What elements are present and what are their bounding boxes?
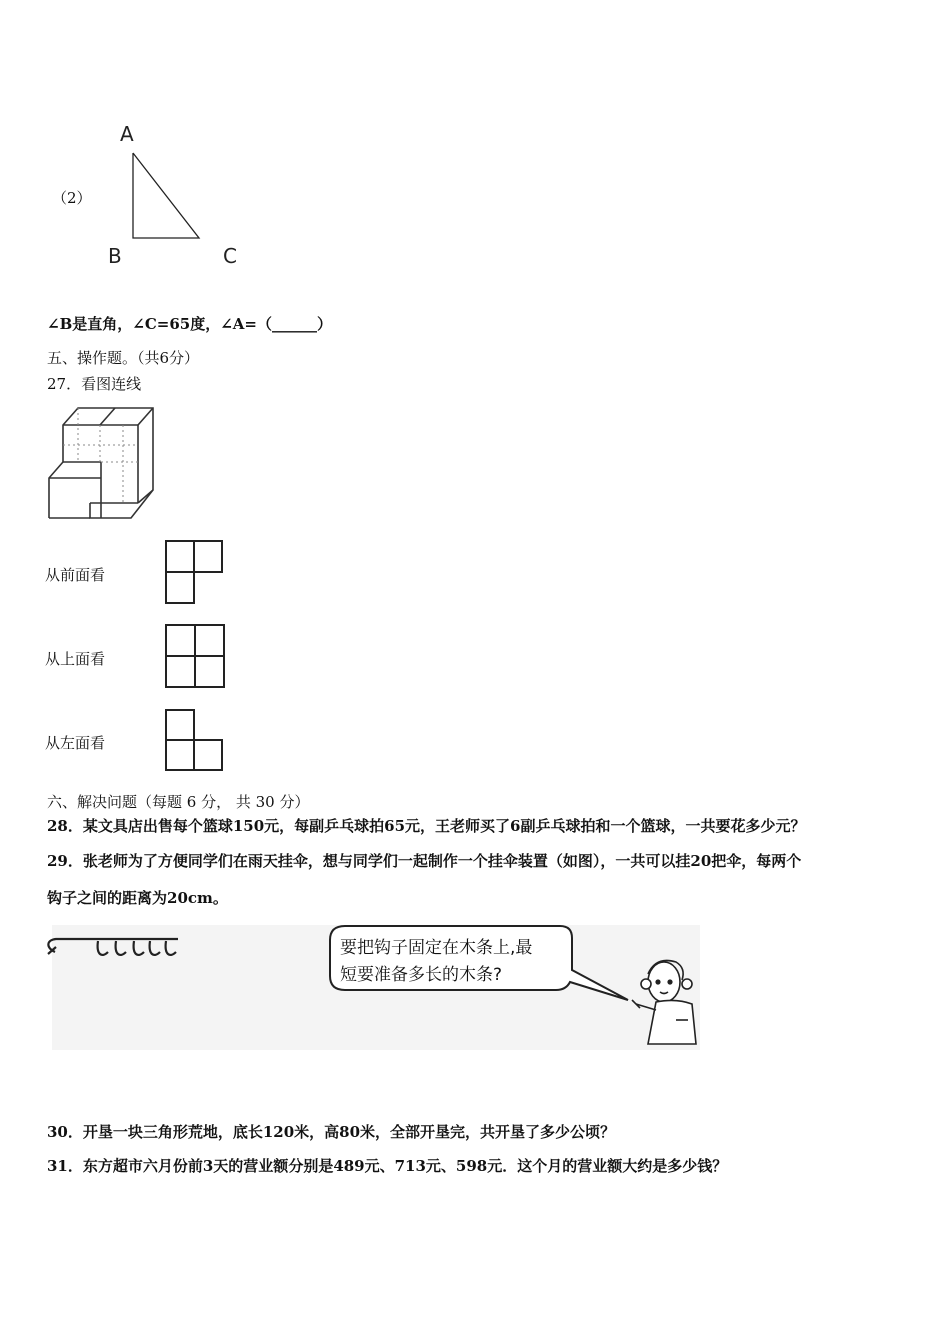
q31-text: 31．东方超市六月份前3天的营业额分别是489元、713元、598元．这个月的营业额大约是多少钱？	[47, 1157, 728, 1175]
q26-part2-question: ∠B是直角，∠C=65度，∠A=（______）	[47, 315, 332, 333]
q27-title: 27．看图连线	[47, 375, 142, 393]
bubble-text-line1: 要把钩子固定在木条上,最	[340, 938, 533, 958]
view-front-label: 从前面看	[45, 566, 106, 584]
q30-text: 30．开垦一块三角形荒地，底长120米，高80米，全部开垦完，共开垦了多少公顷？	[47, 1123, 616, 1141]
vertex-b-label: B	[108, 244, 122, 268]
q29-text-line2: 钩子之间的距离为20cm。	[47, 889, 228, 907]
view-left-label: 从左面看	[45, 734, 106, 752]
q29-text-line1: 29．张老师为了方便同学们在雨天挂伞，想与同学们一起制作一个挂伞装置（如图），一共可以挂20把伞，每两个	[47, 852, 802, 870]
q28-text: 28．某文具店出售每个篮球150元，每副乒乓球拍65元，王老师买了6副乒乓球拍和一个篮球，一共要花多少元？	[47, 817, 806, 835]
bubble-text-line2: 短要准备多长的木条?	[340, 965, 503, 985]
section6-heading: 六、解决问题（每题 6 分， 共 30 分）	[47, 793, 310, 811]
vertex-c-label: C	[223, 244, 237, 268]
view-top-label: 从上面看	[45, 650, 106, 668]
q26-part2-label: （2）	[52, 189, 92, 207]
vertex-a-label: A	[120, 122, 134, 146]
section5-heading: 五、操作题。（共6分）	[47, 349, 200, 367]
